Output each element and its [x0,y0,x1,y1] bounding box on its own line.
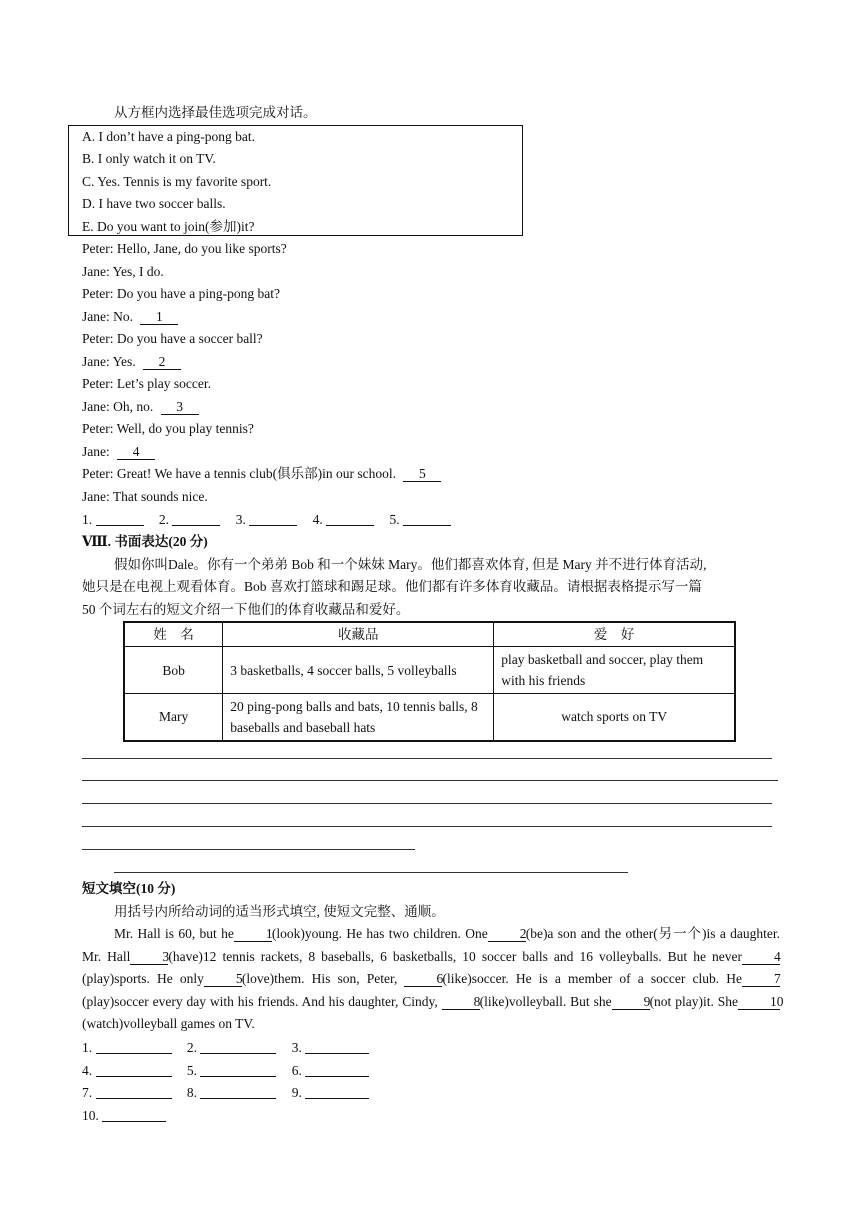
dialogue-line [82,353,181,371]
option-b: B. I only watch it on TV. [82,151,216,166]
dialogue-text: Jane: Oh, no. [82,399,157,414]
header-name: 姓 名 [124,622,223,647]
writing-prompt-line3: 50 个词左右的短文介绍一下他们的体育收藏品和爱好。 [82,602,410,617]
cloze-blank[interactable]: 8 [442,994,480,1010]
answer-blank[interactable] [96,1085,172,1099]
dialogue-line [82,465,441,483]
cloze-answer-row [82,1107,166,1125]
answer-blank[interactable] [305,1063,369,1077]
cloze-blank[interactable]: 4 [742,949,780,965]
cloze-text: (not play)it. She [649,993,738,1009]
cloze-text: (play)sports. He only [82,971,204,986]
cell-collection: 3 basketballs, 4 soccer balls, 5 volleyballs [223,647,494,694]
answer-blank[interactable] [96,1040,172,1054]
writing-line[interactable] [82,826,772,827]
cloze-passage [82,923,784,1036]
collections-table [123,621,736,742]
dialogue-line [82,375,211,393]
dialogue-answer-row [82,511,451,529]
dialogue-blank[interactable]: 3 [161,399,199,415]
dialogue-text: Jane: Yes. [82,354,140,369]
answer-blank[interactable] [96,512,144,526]
answer-label: 9. [291,1085,302,1100]
table-header-row [124,622,735,647]
dialogue-line [82,420,254,438]
dialogue-blank[interactable]: 4 [117,444,155,460]
cloze-text: (watch)volleyball games on TV. [82,1016,255,1031]
cloze-heading: 短文填空(10 分) [82,881,176,896]
writing-line[interactable] [82,758,772,759]
answer-label: 7. [82,1085,93,1100]
answer-blank[interactable] [249,512,297,526]
answer-blank[interactable] [200,1063,276,1077]
option-e: E. Do you want to join(参加)it? [82,219,255,234]
dialogue-text: Peter: Do you have a ping-pong bat? [82,286,280,301]
answer-label: 3. [235,512,246,527]
answer-label: 8. [186,1085,197,1100]
cloze-text: (like)soccer. He is a member of a soccer club. He [442,971,742,986]
dialogue-line [82,240,287,258]
answer-label: 5. [389,512,400,527]
option-a: A. I don’t have a ping-pong bat. [82,129,255,144]
dialogue-text: Peter: Well, do you play tennis? [82,421,254,436]
cloze-blank[interactable]: 7 [742,971,780,987]
writing-line[interactable] [82,803,772,804]
answer-label: 3. [291,1040,302,1055]
cloze-text: (have)12 tennis rackets, 8 baseballs, 6 basketballs, 10 soccer balls and 16 volleyballs. But he never [168,948,742,964]
header-collection: 收藏品 [223,622,494,647]
answer-label: 1. [82,1040,93,1055]
cell-name: Mary [124,694,223,741]
cloze-answer-row [82,1039,369,1057]
dialogue-line [82,263,164,281]
table-row [124,647,735,694]
answer-label: 10. [82,1108,99,1123]
dialogue-text: Peter: Let’s play soccer. [82,376,211,391]
writing-heading: Ⅷ. 书面表达(20 分) [82,534,208,549]
cloze-answer-row [82,1084,369,1102]
cell-hobby: watch sports on TV [494,694,735,741]
cell-collection: 20 ping-pong balls and bats, 10 tennis balls, 8 baseballs and baseball hats [223,694,494,741]
dialogue-blank[interactable]: 2 [143,354,181,370]
answer-label: 4. [82,1063,93,1078]
dialogue-line [82,398,199,416]
writing-line[interactable] [114,872,628,873]
cloze-instruction: 用括号内所给动词的适当形式填空, 使短文完整、通顺。 [114,904,445,919]
answer-label: 6. [291,1063,302,1078]
writing-line[interactable] [82,849,415,850]
cloze-blank[interactable]: 1 [234,926,272,942]
writing-line[interactable] [82,780,778,781]
answer-label: 4. [312,512,323,527]
dialogue-text: Jane: Yes, I do. [82,264,164,279]
dialogue-instruction: 从方框内选择最佳选项完成对话。 [114,105,317,120]
cell-hobby: play basketball and soccer, play them with his friends [494,647,735,694]
dialogue-text: Jane: [82,444,114,459]
answer-label: 1. [82,512,93,527]
dialogue-line [82,488,208,506]
option-d: D. I have two soccer balls. [82,196,226,211]
dialogue-line [82,308,178,326]
writing-prompt-line2: 她只是在电视上观看体育。Bob 喜欢打篮球和踢足球。他们都有许多体育收藏品。请根据表格提示写一篇 [82,579,702,594]
cloze-blank[interactable]: 2 [488,926,526,942]
dialogue-blank[interactable]: 5 [403,466,441,482]
cloze-text: (love)them. His son, Peter, [241,971,405,986]
dialogue-text: Peter: Hello, Jane, do you like sports? [82,241,287,256]
answer-blank[interactable] [305,1040,369,1054]
answer-blank[interactable] [403,512,451,526]
cloze-text: (look)young. He has two children. One [271,926,488,941]
cloze-text: Mr. Hall is 60, but he [114,926,234,941]
cloze-answer-row [82,1062,369,1080]
cloze-text: (play)soccer every day with his friends. And his daughter, Cindy, [82,993,442,1009]
dialogue-text: Jane: That sounds nice. [82,489,208,504]
table-row [124,694,735,741]
dialogue-text: Peter: Do you have a soccer ball? [82,331,263,346]
header-hobby: 爱 好 [494,622,735,647]
answer-label: 2. [158,512,169,527]
answer-label: 2. [186,1040,197,1055]
answer-blank[interactable] [172,512,220,526]
dialogue-line [82,443,155,461]
cloze-blank[interactable]: 9 [612,994,650,1010]
answer-label: 5. [186,1063,197,1078]
dialogue-line [82,330,263,348]
answer-blank[interactable] [102,1108,166,1122]
dialogue-blank[interactable]: 1 [140,309,178,325]
answer-blank[interactable] [200,1040,276,1054]
writing-prompt-line1: 假如你叫Dale。你有一个弟弟 Bob 和一个妹妹 Mary。他们都喜欢体育, 但是 Mary 并不进行体育活动, [114,557,707,572]
cell-name: Bob [124,647,223,694]
cloze-blank[interactable]: 3 [130,949,168,965]
answer-blank[interactable] [326,512,374,526]
answer-blank[interactable] [96,1063,172,1077]
answer-blank[interactable] [200,1085,276,1099]
dialogue-text: Peter: Great! We have a tennis club(俱乐部)in our school. [82,466,400,481]
answer-blank[interactable] [305,1085,369,1099]
cloze-text: (be)a son and the other(另一个)is a daughter. Mr. Hall [82,926,780,964]
option-c: C. Yes. Tennis is my favorite sport. [82,174,272,189]
cloze-text: (like)volleyball. But she [479,993,612,1009]
cloze-blank[interactable]: 5 [204,971,242,987]
cloze-blank[interactable]: 6 [404,971,442,987]
dialogue-line [82,285,280,303]
cloze-blank[interactable]: 10 [738,994,780,1010]
dialogue-text: Jane: No. [82,309,137,324]
